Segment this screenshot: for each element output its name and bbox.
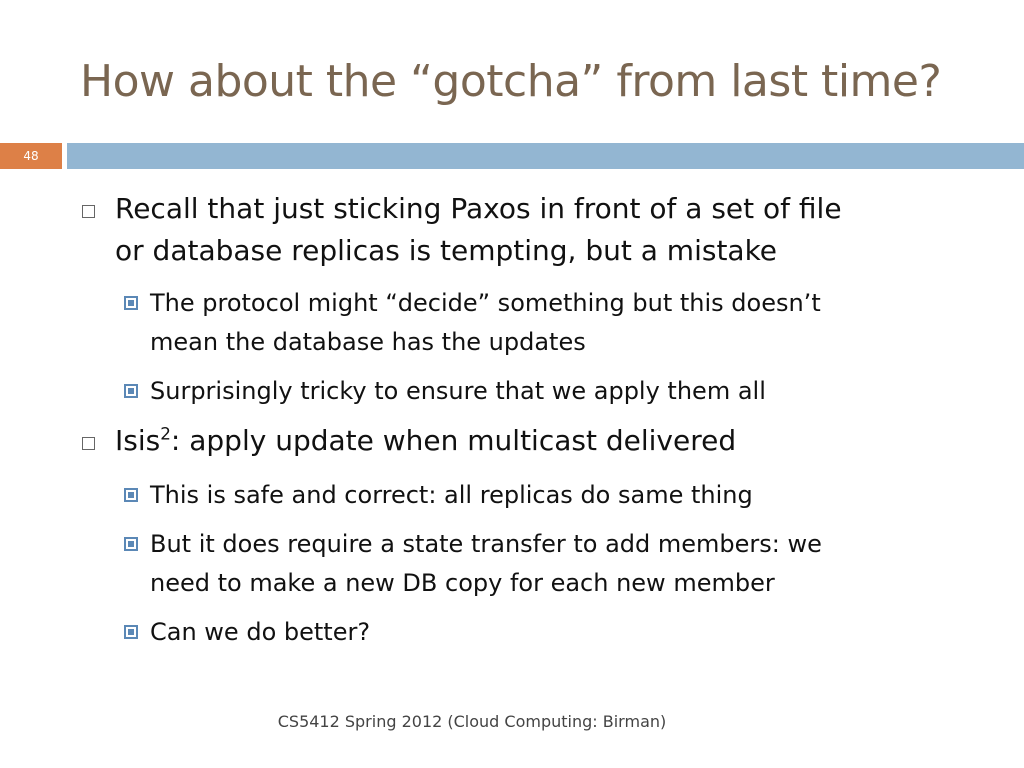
superscript: 2	[160, 423, 171, 444]
sub-bullet-text: need to make a new DB copy for each new member	[150, 569, 775, 597]
bullet-text: or database replicas is tempting, but a mistake	[115, 234, 778, 267]
bullet-text-rest: : apply update when multicast delivered	[170, 424, 737, 457]
square-bullet-icon	[82, 437, 95, 450]
slide-title: How about the “gotcha” from last time?	[80, 56, 942, 107]
filled-square-bullet-icon	[124, 625, 138, 639]
bullet-text	[115, 421, 736, 461]
slide-number: 48	[0, 143, 62, 169]
filled-square-bullet-icon	[124, 384, 138, 398]
sub-bullet-text: The protocol might “decide” something but this doesn’t	[150, 289, 821, 317]
sub-bullet-text: Can we do better?	[150, 618, 371, 646]
filled-square-bullet-icon	[124, 537, 138, 551]
sub-bullet-text: mean the database has the updates	[150, 328, 586, 356]
filled-square-bullet-icon	[124, 488, 138, 502]
sub-bullet-text: Surprisingly tricky to ensure that we apply them all	[150, 377, 766, 405]
bullet-text-prefix: Isis	[115, 424, 161, 457]
header-bar	[67, 143, 1024, 169]
square-bullet-icon	[82, 205, 95, 218]
bullet-text: Recall that just sticking Paxos in front of a set of file	[115, 192, 842, 225]
sub-bullet-text: This is safe and correct: all replicas do same thing	[150, 481, 753, 509]
slide-footer: CS5412 Spring 2012 (Cloud Computing: Birman)	[277, 712, 667, 731]
sub-bullet-text: But it does require a state transfer to add members: we	[150, 530, 822, 558]
filled-square-bullet-icon	[124, 296, 138, 310]
